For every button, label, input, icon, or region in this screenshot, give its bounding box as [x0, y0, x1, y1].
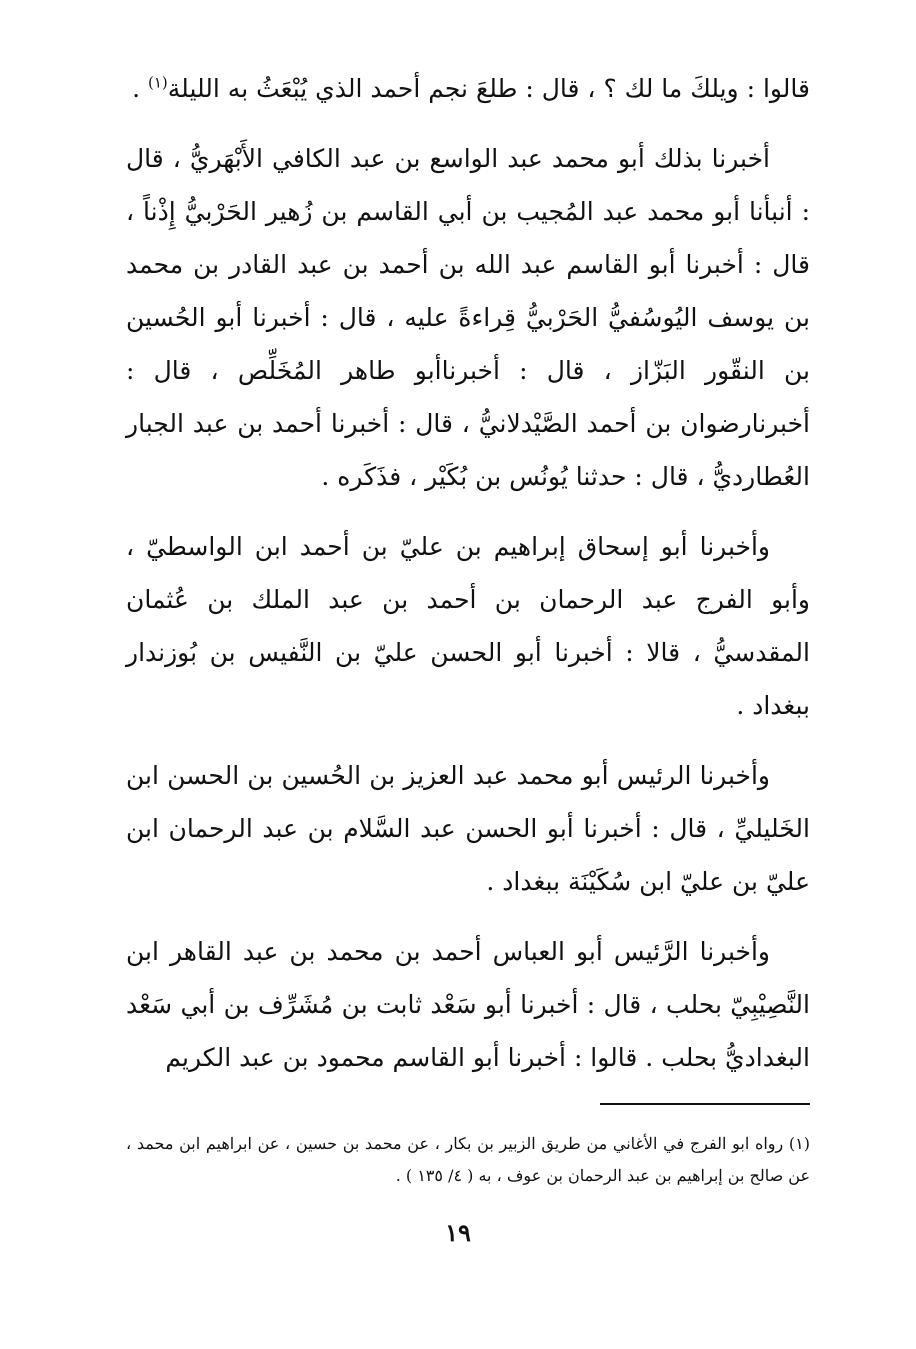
footnote-reference: (١): [148, 73, 168, 92]
footnotes: [126, 1128, 810, 1192]
paragraph-3: وأخبرنا أبو إسحاق إبراهيم بن عليّ بن أحمد ابن الواسطيّ ، وأبو الفرج عبد الرحمان بن أحمد بن عبد الملك بن عُثمان المقدسيُّ ، قالا : أخبرنا أبو الحسن عليّ بن النَّفيس بن بُوزندار ببغداد .: [126, 532, 810, 720]
paragraph-1-tail: .: [132, 74, 148, 103]
paragraph-5: وأخبرنا الرَّئيس أبو العباس أحمد بن محمد بن عبد القاهر ابن النَّصِيْبِيّ بحلب ، قال : أخبرنا أبو سَعْد ثابت بن مُشَرِّف بن أبي سَعْد البغداديُّ بحلب . قالوا : أخبرنا أبو القاسم محمود بن عبد الكريم: [126, 937, 810, 1072]
paragraph-2: أخبرنا بذلك أبو محمد عبد الواسع بن عبد الكافي الأَبْهَريُّ ، قال : أنبأنا أبو محمد عبد المُجيب بن أبي القاسم بن زُهير الحَرْبيُّ إِذْناً ، قال : أخبرنا أبو القاسم عبد الله بن أحمد بن عبد القادر بن محمد بن يوسف اليُوسُفيُّ الحَرْبيُّ قِراءةً عليه ، قال : أخبرنا أبو الحُسين بن النقّور البَزّاز ، قال : أخبرناأبو طاهر المُخَلِّص ، قال : أخبرنارضوان بن أحمد الصَّيْدلانيُّ ، قال : أخبرنا أحمد بن عبد الجبار العُطارديُّ ، قال : حدثنا يُونُس بن بُكَيْر ، فذَكَره .: [126, 144, 810, 491]
footnote-divider: [600, 1103, 810, 1105]
footnote-1: (١) رواه ابو الفرج في الأغاني من طريق الزبير بن بكار ، عن محمد بن حسين ، عن ابراهيم ابن محمد ، عن صالح بن إبراهيم بن عبد الرحمان بن عوف ، به ( ٤/ ١٣٥ ) .: [126, 1134, 811, 1185]
paragraph-1-text: قالوا : ويلكَ ما لك ؟ ، قال : طلعَ نجم أحمد الذي يُبْعَثُ به الليلة: [167, 74, 810, 103]
page-number: ١٩: [445, 1218, 471, 1247]
page-body: [126, 62, 810, 1084]
paragraph-1: [126, 62, 810, 115]
paragraph-4: وأخبرنا الرئيس أبو محمد عبد العزيز بن الحُسين بن الحسن ابن الخَليليِّ ، قال : أخبرنا أبو الحسن عبد السَّلام بن عبد الرحمان ابن عليّ بن عليّ ابن سُكَيْنَة ببغداد .: [126, 761, 810, 896]
